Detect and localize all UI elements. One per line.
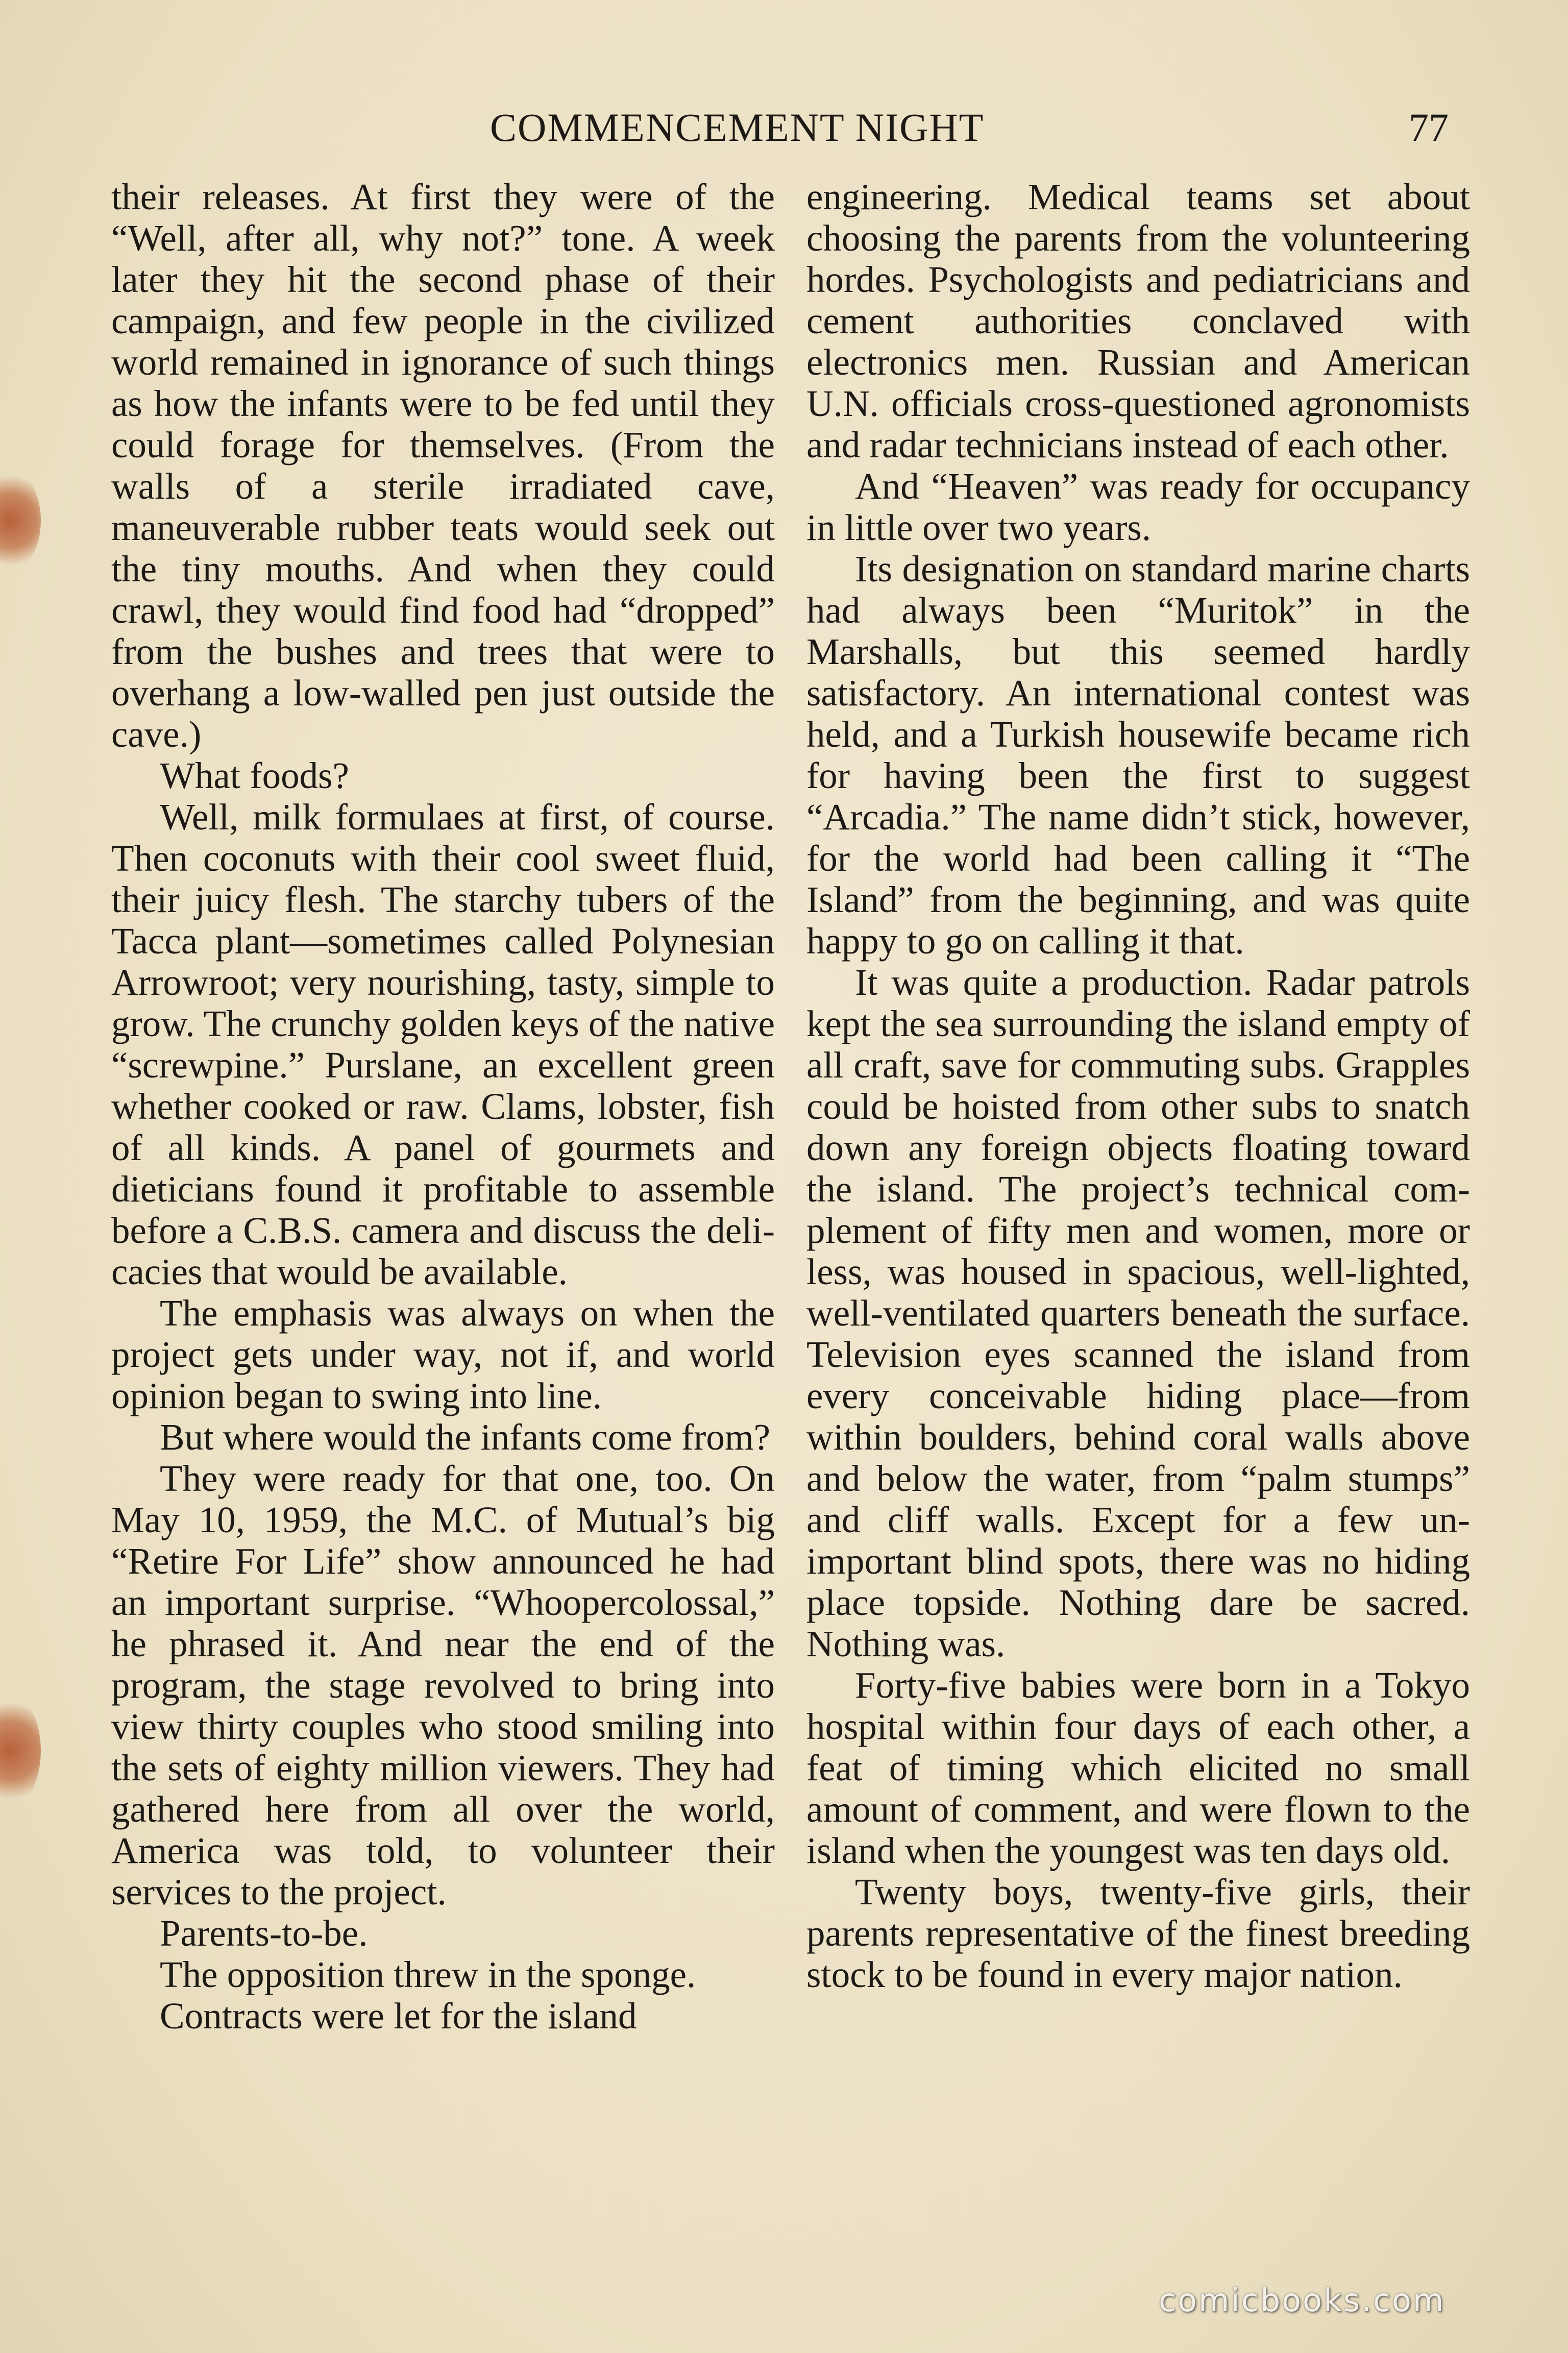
paragraph: their releases. At first they were of the “Well, after all, why not?” tone. A week later they hit the second phase of their campaign, and few people in the civilized world remained in ignorance of such things as how the infants were to be fed until they could forage for themselves. (From the walls of a sterile irradiated cave, maneuverable rubber teats would seek out the tiny mouths. And when they could crawl, they would find food had “dropped” from the bushes and trees that were to overhang a low-walled pen just outside the cave.)	[111, 176, 775, 755]
paper-stain	[0, 470, 41, 572]
left-column	[111, 176, 775, 2037]
paragraph: The opposition threw in the sponge.	[160, 1954, 696, 1995]
paragraph: Its designation on standard marine charts had always been “Muritok” in the Marshalls, but this seemed hardly satisfactory. An international contest was held, and a Turkish housewife became rich for having been the first to suggest “Arcadia.” The name didn’t stick, however, for the world had been calling it “The Island” from the beginning, and was quite happy to go on calling it that.	[806, 548, 1470, 962]
paragraph: Parents-to-be.	[160, 1913, 368, 1954]
paragraph: Contracts were let for the island	[160, 1995, 637, 2037]
paragraph: engineering. Medical teams set about choosing the parents from the volunteering hordes. Psychologists and pediatricians and cement authorities conclaved with electronics men. Russian and American U.N. officials cross-questioned agronomists and radar technicians instead of each other.	[806, 176, 1470, 465]
right-column	[806, 176, 1470, 1995]
paragraph: Well, milk formulaes at first, of course. Then coconuts with their cool sweet fluid, their juicy flesh. The starchy tubers of the Tacca plant—sometimes called Polynesian Arrowroot; very nourishing, tasty, simple to grow. The crunchy golden keys of the native “screwpine.” Purslane, an excellent green whether cooked or raw. Clams, lobster, fish of all kinds. A panel of gourmets and dieticians found it profitable to assemble before a C.B.S. camera and discuss the delicacies that would be available.	[111, 796, 775, 1292]
paragraph: And “Heaven” was ready for occupancy in little over two years.	[806, 465, 1470, 548]
paragraph: They were ready for that one, too. On May 10, 1959, the M.C. of Mutual’s big “Retire For Life” show announced he had an important surprise. “Whoopercolossal,” he phrased it. And near the end of the program, the stage revolved to bring into view thirty couples who stood smiling into the sets of eighty million viewers. They had gathered here from all over the world, America was told, to volunteer their services to the project.	[111, 1458, 775, 1913]
paragraph: Forty-five babies were born in a Tokyo hospital within four days of each other, a feat of timing which elicited no small amount of comment, and were flown to the island when the youngest was ten days old.	[806, 1664, 1470, 1871]
watermark: comicbooks.com	[1159, 2282, 1446, 2319]
paragraph: But where would the infants come from?	[160, 1416, 771, 1458]
page-number: 77	[1409, 105, 1449, 150]
paragraph: What foods?	[160, 755, 349, 796]
page-header	[0, 105, 1568, 161]
running-title: COMMENCEMENT NIGHT	[490, 105, 985, 150]
paragraph: Twenty boys, twenty-five girls, their parents representative of the finest breeding stock to be found in every major nation.	[806, 1871, 1470, 1995]
paragraph: It was quite a production. Radar patrols kept the sea surrounding the island empty of all craft, save for commuting subs. Grapples could be hoisted from other subs to snatch down any foreign objects floating toward the island. The project’s technical complement of fifty men and women, more or less, was housed in spacious, well-lighted, well-ventilated quarters beneath the surface. Television eyes scanned the island from every conceivable hiding place—from within boulders, behind coral walls above and below the water, from “palm stumps” and cliff walls. Except for a few unimportant blind spots, there was no hiding place topside. Nothing dare be sacred. Nothing was.	[806, 962, 1470, 1664]
paragraph: The emphasis was always on when the project gets under way, not if, and world opinion began to swing into line.	[111, 1292, 775, 1416]
paper-stain	[0, 1695, 41, 1807]
